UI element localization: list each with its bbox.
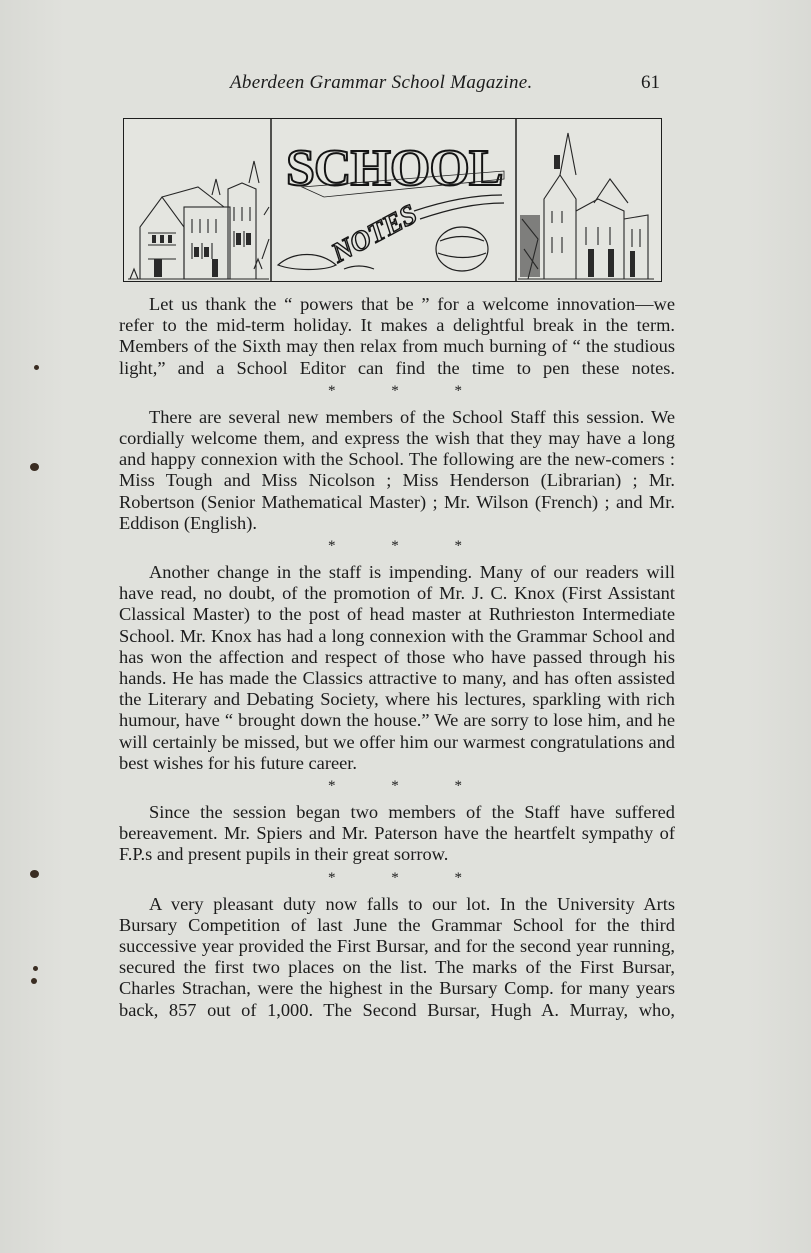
section-separator: * * * xyxy=(328,382,488,399)
banner-notes-word: NOTES xyxy=(326,198,423,270)
paragraph-bereavement: Since the session began two members of the Staff have suffered bereavement. Mr. Spiers and Mr. Paterson have the heartfelt sympathy of F.P.s and present pupils in their great sorrow. xyxy=(119,802,675,865)
magazine-title: Aberdeen Grammar School Magazine. xyxy=(230,72,533,93)
page-number: 61 xyxy=(641,72,660,93)
binding-mark xyxy=(30,870,39,878)
banner-school-word: SCHOOL xyxy=(286,140,503,197)
paragraph-bursary: A very pleasant duty now falls to our lot. In the University Arts Bursary Competition of last June the Grammar School for the third successive year provided the First Bursar, and for the second year running, secured the first two places on the list. The marks of the First Bursar, Charles Strachan, were the highest in the Bursary Comp. for many years back, 857 out of 1,000. The Second Bursar, Hugh A. Murray, who, xyxy=(119,893,675,1020)
section-separator: * * * xyxy=(328,869,488,886)
section-separator: * * * xyxy=(328,538,488,555)
left-building-sketch xyxy=(128,161,269,279)
running-header xyxy=(120,68,680,102)
school-notes-banner xyxy=(123,118,662,282)
paragraph-new-staff: There are several new members of the School Staff this session. We cordially welcome them, and express the wish that they may have a long and happy connexion with the School. The following are the new-comers : Miss Tough and Miss Nicolson ; Miss Henderson (Librarian) ; Mr. Robertson (Senior Mathematical Master) ; Mr. Wilson (French) ; and Mr. Eddison (English). xyxy=(119,406,675,533)
binding-mark xyxy=(33,966,38,971)
paragraph-holiday: Let us thank the “ powers that be ” for a welcome innovation—we refer to the mid-term holiday. It makes a delightful break in the term. Members of the Sixth may then relax from much burning of “ the studious light,” and a School Editor can find the time to pen these notes. xyxy=(119,294,675,378)
right-sketch-shading xyxy=(520,155,635,277)
binding-mark xyxy=(30,463,39,471)
notes-body xyxy=(119,294,675,1021)
paragraph-knox: Another change in the staff is impending. Many of our readers will have read, no doubt, of the promotion of Mr. J. C. Knox (First Assistant Classical Master) to the post of head master at Ruthrieston Intermediate School. Mr. Knox has had a long connexion with the Grammar School and has won the affection and respect of those who have passed through his hands. He has made the Classics attractive to many, and has often assisted the Literary and Debating Society, where his lectures, sparkling with rich humour, have “ brought down the house.” We are sorry to lose him, and he will certainly be missed, but we offer him our warmest congratulations and best wishes for his future career. xyxy=(119,562,675,773)
section-separator: * * * xyxy=(328,778,488,795)
binding-mark xyxy=(34,365,39,370)
binding-mark xyxy=(31,978,37,984)
banner-illustration xyxy=(124,119,661,281)
